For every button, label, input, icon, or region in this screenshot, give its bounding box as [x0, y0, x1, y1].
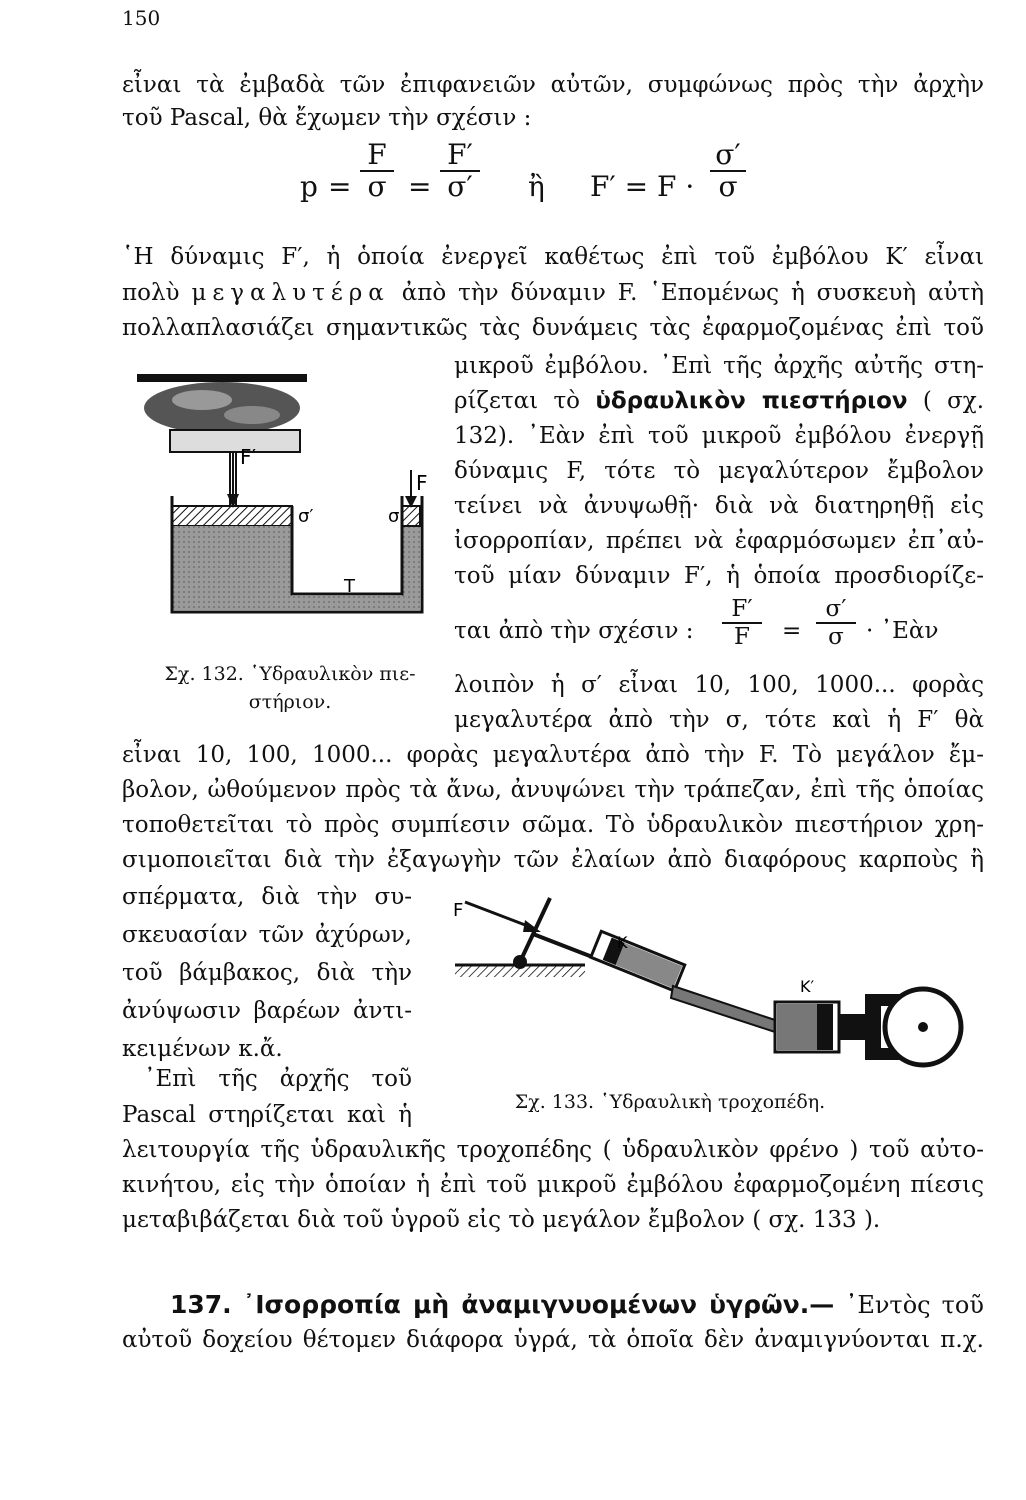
text-line: τοῦ βάμβακος, διὰ τὴν	[122, 960, 412, 986]
text-line: μεταβιβάζεται διὰ τοῦ ὑγροῦ εἰς τὸ μεγάλον ἔμβολον ( σχ. 133 ).	[122, 1207, 881, 1233]
connecting-tube-liquid	[292, 596, 410, 610]
label-T: T	[344, 576, 355, 597]
text-line: μικροῦ ἐμβόλου. ᾿Επὶ τῆς ἀρχῆς αὐτῆς στη-	[454, 353, 984, 379]
denominator: F	[734, 624, 750, 650]
liquid-small	[402, 526, 420, 610]
formula-or: ἢ	[528, 170, 545, 203]
text-fragment: ἀπὸ τὴν δύναμιν F. ῾Επομένως ἡ συσκευὴ αὐτὴ	[401, 280, 984, 306]
term-bold: ὑδραυλικὸν πιεστήριον	[595, 388, 908, 414]
label-sigmap: σ′	[298, 506, 314, 527]
fraction-sigmap-sigma	[710, 140, 746, 202]
text-line: λειτουργία τῆς ὑδραυλικῆς τροχοπέδης ( ὑδραυλικὸν φρένο ) τοῦ αὐτο-	[122, 1137, 984, 1163]
numerator: F′	[731, 596, 753, 622]
label-F: F	[453, 900, 464, 921]
text-line: τείνει νὰ ἀνυψωθῇ· διὰ νὰ διατηρηθῇ εἰς	[454, 493, 984, 519]
numerator: F	[367, 138, 387, 171]
small-piston	[402, 506, 420, 526]
formula-p: p	[300, 170, 318, 203]
text-line: τοποθετεῖται τὸ πρὸς συμπίεσιν σῶμα. Τὸ ὑδραυλικὸν πιεστήριον χρη-	[122, 812, 984, 838]
caption-line: στήριον.	[248, 691, 332, 713]
text-fragment: ρίζεται τὸ	[454, 388, 581, 414]
liquid-large	[172, 526, 292, 610]
fraction-sigmap-sigma	[816, 596, 856, 650]
emphasis-spaced: μεγαλυτέρα	[191, 280, 390, 306]
denominator: σ	[367, 170, 387, 203]
formula	[300, 140, 860, 230]
text-fragment: ται ἀπὸ τὴν σχέσιν :	[454, 618, 694, 644]
fraction-Fp-sigmap	[440, 140, 480, 202]
denominator: σ	[718, 170, 738, 203]
text-line: εἶναι 10, 100, 1000... φορὰς μεγαλυτέρα ἀπὸ τὴν F. Τὸ μεγάλον ἔμ-	[122, 742, 984, 768]
text-line	[454, 386, 984, 416]
formula-rhs: F′ = F ·	[590, 170, 695, 203]
formula-eq: =	[782, 618, 802, 644]
text-fragment: ᾿Εντὸς τοῦ	[845, 1291, 984, 1319]
text-line: δύναμις F, τότε τὸ μεγαλύτερον ἔμβολον	[454, 458, 984, 484]
inline-formula-line	[454, 596, 984, 660]
text-fragment: ( σχ.	[922, 388, 985, 414]
text-line: σκευασίαν τῶν ἀχύρων,	[122, 922, 412, 948]
large-piston	[172, 506, 292, 526]
figure-133-caption: Σχ. 133. ῾Υδραυλικὴ τροχοπέδη.	[514, 1091, 826, 1113]
text-line: εἶναι τὰ ἐμβαδὰ τῶν ἐπιφανειῶν αὐτῶν, συμφώνως πρὸς τὴν ἀρχὴν	[122, 72, 984, 98]
formula-eq: =	[408, 170, 432, 203]
label-K: K	[617, 933, 628, 952]
text-fragment: · ᾿Εὰν	[866, 618, 939, 644]
denominator: σ′	[447, 170, 473, 203]
text-line: βολον, ὠθούμενον πρὸς τὰ ἄνω, ἀνυψώνει τὴν τράπεζαν, ἐπὶ τῆς ὁποίας	[122, 777, 984, 803]
text-line: ἀνύψωσιν βαρέων ἀντι-	[122, 998, 412, 1024]
figure-132-caption	[140, 660, 440, 716]
numerator: F′	[447, 138, 473, 171]
text-line: κειμένων κ.ἄ.	[122, 1036, 283, 1062]
numerator: σ′	[715, 138, 741, 171]
text-line: Pascal στηρίζεται καὶ ἡ	[122, 1102, 412, 1128]
pivot	[513, 955, 527, 969]
text-fragment: πολὺ	[122, 280, 180, 306]
text-line	[122, 278, 984, 308]
caption-line: Σχ. 132. ῾Υδραυλικὸν πιε-	[164, 663, 416, 685]
text-line: τοῦ μίαν δύναμιν F′, ἡ ὁποία προσδιορίζε-	[454, 563, 984, 589]
text-line: σπέρματα, διὰ τὴν συ-	[122, 884, 412, 910]
text-line: 132). ᾿Εὰν ἐπὶ τοῦ μικροῦ ἐμβόλου ἐνεργῇ	[454, 423, 984, 449]
press-table	[170, 430, 300, 452]
text-line: τοῦ Pascal, θὰ ἔχωμεν τὴν σχέσιν :	[122, 105, 532, 131]
text-line: πολλαπλασιάζει σημαντικῶς τὰς δυνάμεις τὰς ἐφαρμοζομένας ἐπὶ τοῦ	[122, 315, 984, 341]
label-F: F	[416, 471, 428, 495]
section-number: 137.	[170, 1290, 232, 1319]
label-Fp: F′	[240, 445, 257, 469]
compressed-object	[144, 382, 300, 434]
figure-132-hydraulic-press	[122, 360, 442, 645]
formula-eq: =	[328, 170, 352, 203]
label-sigma: σ	[388, 506, 400, 527]
brake-pipe	[671, 986, 775, 1032]
label-Kp: K′	[800, 977, 815, 996]
section-title: ᾿Ισορροπία μὴ ἀναμιγνυομένων ὑγρῶν.—	[242, 1290, 835, 1319]
page-number: 150	[122, 6, 161, 30]
text-line: ᾿Επὶ τῆς ἀρχῆς τοῦ	[144, 1066, 412, 1092]
figure-133-hydraulic-brake	[445, 890, 985, 1080]
numerator: σ′	[825, 596, 847, 622]
text-line: λοιπὸν ἡ σ′ εἶναι 10, 100, 1000... φορὰς	[454, 672, 984, 698]
denominator: σ	[828, 624, 844, 650]
fraction-Fp-F	[722, 596, 762, 650]
fraction-F-sigma	[360, 140, 394, 202]
text-line: αὐτοῦ δοχείου θέτομεν διάφορα ὑγρά, τὰ ὁποῖα δὲν ἀναμιγνύονται π.χ.	[122, 1327, 984, 1353]
text-line: μεγαλυτέρα ἀπὸ τὴν σ, τότε καὶ ἡ F′ θὰ	[454, 707, 984, 733]
text-line: σιμοποιεῖται διὰ τὴν ἐξαγωγὴν τῶν ἐλαίων ἀπὸ διαφόρους καρποὺς ἢ	[122, 847, 984, 873]
press-top-plate	[137, 374, 307, 382]
text-line: ἰσορροπίαν, πρέπει νὰ ἐφαρμόσωμεν ἐπ᾿αὐ-	[454, 528, 984, 554]
text-line: κινήτου, εἰς τὴν ὁποίαν ἡ ἐπὶ τοῦ μικροῦ ἐμβόλου ἐφαρμοζομένη πίεσις	[122, 1172, 984, 1198]
section-heading	[170, 1290, 984, 1320]
text-line: ῾Η δύναμις F′, ἡ ὁποία ἐνεργεῖ καθέτως ἐπὶ τοῦ ἐμβόλου K′ εἶναι	[122, 244, 984, 270]
